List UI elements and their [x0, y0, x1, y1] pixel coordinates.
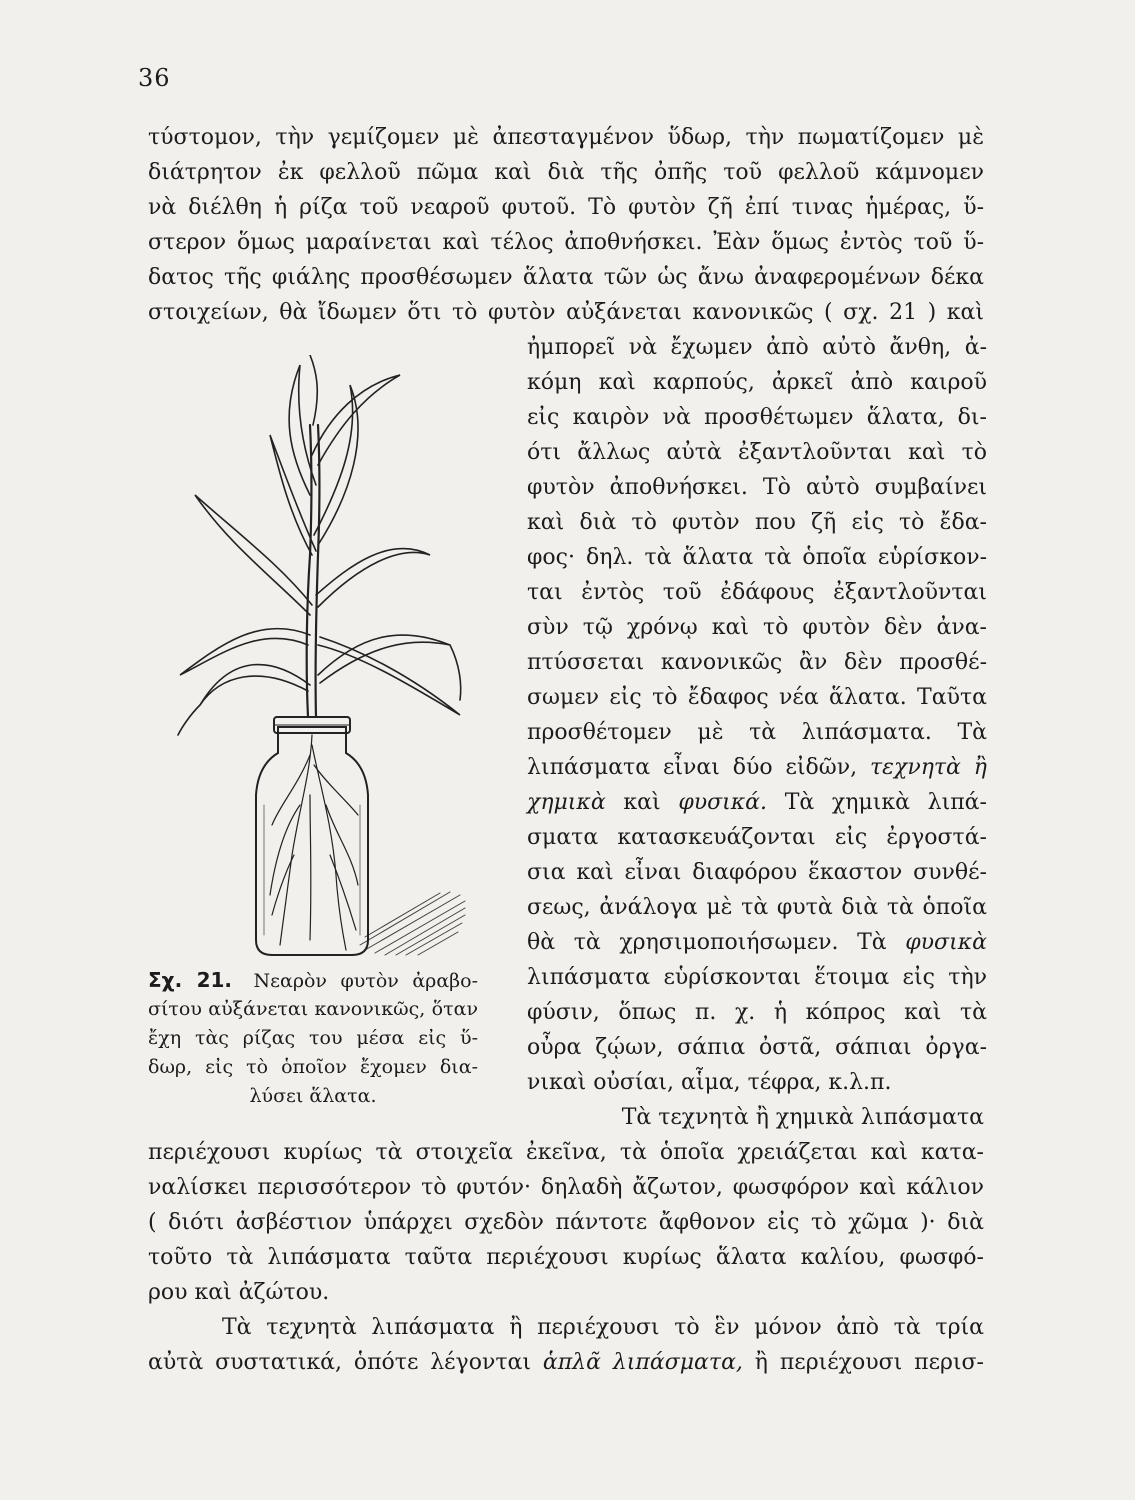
text-line: στοιχείων, θὰ ἴδωμεν ὅτι τὸ φυτὸν αὐξάνεται κανονικῶς ( σχ. 21 ) καὶ [148, 300, 984, 325]
italic-term: χημικὰ [527, 790, 606, 815]
italic-term: ἁπλᾶ λιπάσματα, [542, 1350, 743, 1375]
text-line: πτύσσεται κανονικῶς ἂν δὲν προσθέ- [527, 650, 987, 675]
text-line: ( διότι ἀσβέστιον ὑπάρχει σχεδὸν πάντοτε ἄφθονον εἰς τὸ χῶμα )· διὰ [148, 1210, 984, 1235]
text-line: ρου καὶ ἀζώτου. [148, 1280, 330, 1305]
caption-label: Σχ. 21. [148, 968, 233, 992]
text-line: ἠμπορεῖ νὰ ἔχωμεν ἀπὸ αὐτὸ ἄνθη, ἀ- [527, 335, 987, 360]
paragraph-bottom [148, 1100, 984, 1310]
paragraph-last [148, 1310, 984, 1380]
caption-line: λύσει ἅλατα. [249, 1085, 377, 1107]
text-line [527, 750, 987, 785]
caption-line: σίτου αὐξάνεται κανονικῶς, ὅταν [148, 998, 478, 1020]
caption-line: ἔχη τὰς ρίζας του μέσα εἰς ὕ- [148, 1027, 478, 1049]
text-line: περιέχουσι κυρίως τὰ στοιχεῖα ἐκεῖνα, τὰ ὁποῖα χρειάζεται καὶ κατα- [148, 1140, 984, 1165]
italic-term: τεχνητὰ ἢ [870, 755, 987, 780]
text-line: ναλίσκει περισσότερον τὸ φυτόν· δηλαδὴ ἄζωτον, φωσφόρον καὶ κάλιον [148, 1175, 984, 1200]
text-line: εἰς καιρὸν νὰ προσθέτωμεν ἅλατα, δι- [527, 405, 987, 430]
text-line: τοῦτο τὰ λιπάσματα ταῦτα περιέχουσι κυρίως ἅλατα καλίου, φωσφό- [148, 1245, 984, 1270]
text-line: Τὰ τεχνητὰ λιπάσματα ἢ περιέχουσι τὸ ἓν μόνον ἀπὸ τὰ τρία [222, 1315, 984, 1340]
italic-term: φυσικά. [678, 790, 768, 815]
text-fragment: λιπάσματα εἶναι δύο εἰδῶν, [527, 755, 858, 780]
paragraph-side-column [527, 330, 987, 1100]
text-line: ότι ἄλλως αὐτὰ ἐξαντλοῦνται καὶ τὸ [527, 440, 987, 465]
text-line: ται ἐντὸς τοῦ ἐδάφους ἐξαντλοῦνται [527, 580, 987, 605]
italic-term: φυσικὰ [905, 930, 987, 955]
text-line: λιπάσματα εὑρίσκονται ἕτοιμα εἰς τὴν [527, 965, 987, 990]
text-fragment: αὐτὰ συστατικά, ὁπότε λέγονται [148, 1350, 531, 1375]
text-fragment: καὶ [623, 790, 661, 815]
text-fragment: θὰ τὰ χρησιμοποιήσωμεν. Τὰ [527, 930, 887, 955]
text-line: στερον ὅμως μαραίνεται καὶ τέλος ἀποθνήσκει. Ἐὰν ὅμως ἐντὸς τοῦ ὕ- [148, 230, 984, 255]
text-line: φος· δηλ. τὰ ἅλατα τὰ ὁποῖα εὑρίσκον- [527, 545, 987, 570]
text-line [527, 785, 987, 820]
caption-line: δωρ, εἰς τὸ ὁποῖον ἔχομεν δια- [148, 1056, 478, 1078]
text-line: φύσιν, ὅπως π. χ. ἡ κόπρος καὶ τὰ [527, 1000, 987, 1025]
caption-line [148, 966, 478, 995]
text-line: τύστομον, τὴν γεμίζομεν μὲ ἀπεσταγμένον ὕδωρ, τὴν πωματίζομεν μὲ [148, 125, 984, 150]
corn-plant-illustration [160, 355, 525, 965]
text-line: προσθέτομεν μὲ τὰ λιπάσματα. Τὰ [527, 720, 987, 745]
text-line: Τὰ τεχνητὰ ἢ χημικὰ λιπάσματα [621, 1105, 984, 1130]
text-line [148, 1345, 984, 1380]
shadow-hatching [360, 892, 465, 955]
text-line: σεως, ἀνάλογα μὲ τὰ φυτὰ διὰ τὰ ὁποῖα [527, 895, 987, 920]
text-line: καὶ διὰ τὸ φυτὸν που ζῆ εἰς τὸ ἔδα- [527, 510, 987, 535]
text-line [527, 925, 987, 960]
text-line: διάτρητον ἐκ φελλοῦ πῶμα καὶ διὰ τῆς ὀπῆς τοῦ φελλοῦ κάμνομεν [148, 160, 984, 185]
caption-text: Νεαρὸν φυτὸν ἀραβο- [253, 970, 478, 992]
text-fragment: Τὰ χημικὰ λιπά- [784, 790, 987, 815]
text-line: σια καὶ εἶναι διαφόρου ἕκαστον συνθέ- [527, 860, 987, 885]
text-fragment: ἢ περιέχουσι περισ- [754, 1350, 984, 1375]
page-number: 36 [138, 64, 171, 92]
text-line: σὺν τῷ χρόνῳ καὶ τὸ φυτὸν δὲν ἀνα- [527, 615, 987, 640]
paragraph-top [148, 120, 984, 330]
text-line: δατος τῆς φιάλης προσθέσωμεν ἅλατα τῶν ὡς ἄνω ἀναφερομένων δέκα [148, 265, 984, 290]
text-line: φυτὸν ἀποθνήσκει. Τὸ αὐτὸ συμβαίνει [527, 475, 987, 500]
text-line: κόμη καὶ καρπούς, ἀρκεῖ ἀπὸ καιροῦ [527, 370, 987, 395]
text-line: νικαὶ οὐσίαι, αἷμα, τέφρα, κ.λ.π. [527, 1070, 892, 1095]
figure-plant-in-bottle [160, 355, 525, 995]
text-line: νὰ διέλθη ἡ ρίζα τοῦ νεαροῦ φυτοῦ. Τὸ φυτὸν ζῆ ἐπί τινας ἡμέρας, ὕ- [148, 195, 984, 220]
text-line: σματα κατασκευάζονται εἰς ἐργοστά- [527, 825, 987, 850]
text-line: σωμεν εἰς τὸ ἔδαφος νέα ἅλατα. Ταῦτα [527, 685, 987, 710]
figure-caption [148, 966, 478, 1111]
text-line: οὖρα ζῴων, σάπια ὀστᾶ, σάπιαι ὀργα- [527, 1035, 987, 1060]
